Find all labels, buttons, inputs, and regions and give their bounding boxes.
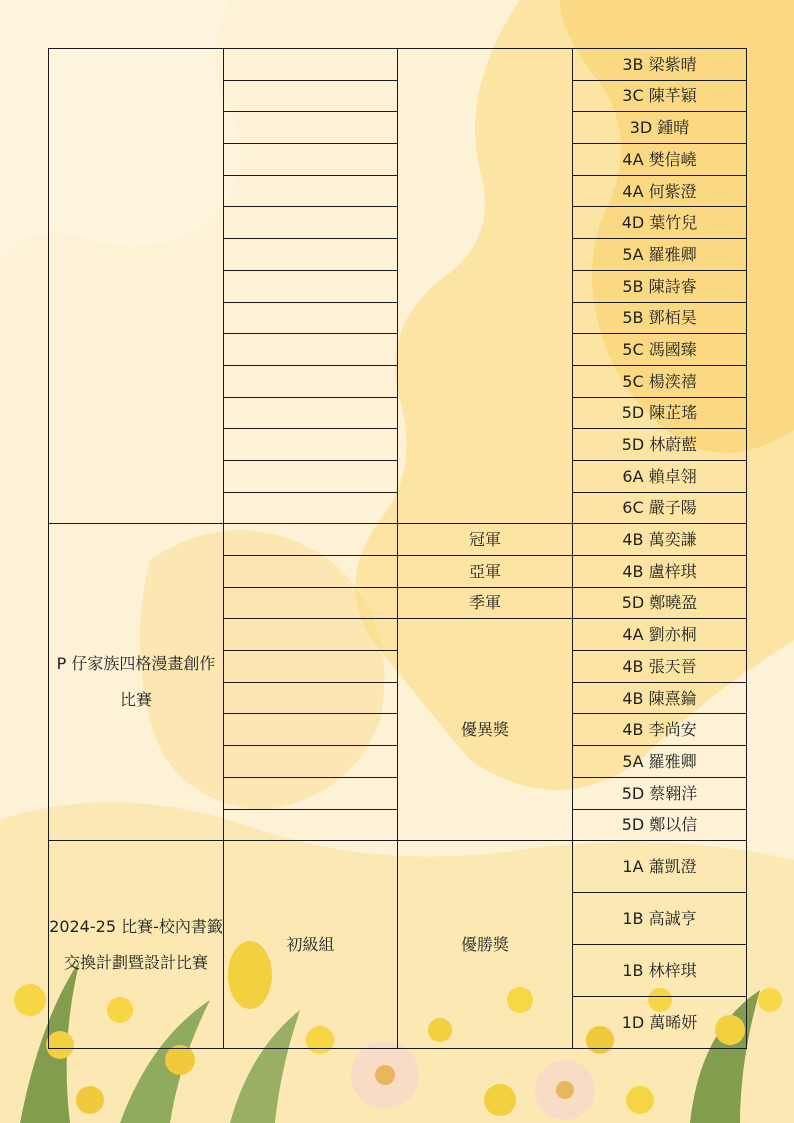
student-name: 4B 盧梓琪: [573, 556, 747, 588]
student-name: 4A 樊信嶢: [573, 144, 747, 176]
student-name: 5C 楊湙禧: [573, 365, 747, 397]
group-cell: [224, 651, 398, 683]
group-cell: [224, 80, 398, 112]
student-name: 4B 陳熹錀: [573, 682, 747, 714]
table-row: [49, 841, 747, 893]
group-cell: [224, 397, 398, 429]
student-name: 6C 嚴子陽: [573, 492, 747, 524]
group-cell: [224, 714, 398, 746]
event-cell: [49, 49, 224, 524]
student-name: 1A 蕭凱澄: [573, 841, 747, 893]
student-name: 4A 何紫澄: [573, 175, 747, 207]
table-row: [49, 524, 747, 556]
award-cell: [398, 49, 573, 524]
group-cell: [224, 429, 398, 461]
award-cell: 優勝獎: [398, 841, 573, 1049]
group-cell: [224, 619, 398, 651]
award-cell: 季軍: [398, 587, 573, 619]
student-name: 1B 高誠亨: [573, 893, 747, 945]
student-name: 3B 梁紫晴: [573, 49, 747, 81]
student-name: 5B 鄧栢昊: [573, 302, 747, 334]
student-name: 3D 鍾晴: [573, 112, 747, 144]
group-cell: [224, 746, 398, 778]
student-name: 6A 賴卓翎: [573, 460, 747, 492]
group-cell: [224, 365, 398, 397]
student-name: 5D 鄭以信: [573, 809, 747, 841]
student-name: 1B 林梓琪: [573, 945, 747, 997]
group-cell: [224, 49, 398, 81]
award-cell: 亞軍: [398, 556, 573, 588]
award-cell: 優異獎: [398, 619, 573, 841]
student-name: 5D 林蔚藍: [573, 429, 747, 461]
student-name: 5D 蔡翱洋: [573, 777, 747, 809]
group-cell: [224, 239, 398, 271]
group-cell: [224, 270, 398, 302]
group-cell: [224, 460, 398, 492]
student-name: 5D 鄭曉盈: [573, 587, 747, 619]
group-cell: [224, 682, 398, 714]
student-name: 3C 陳芊穎: [573, 80, 747, 112]
awards-table: [48, 48, 747, 1049]
student-name: 4B 張天晉: [573, 651, 747, 683]
student-name: 5C 馮國臻: [573, 334, 747, 366]
student-name: 5A 羅雅卿: [573, 746, 747, 778]
group-cell: [224, 524, 398, 556]
award-cell: 冠軍: [398, 524, 573, 556]
student-name: 5D 陳芷瑤: [573, 397, 747, 429]
student-name: 4B 萬奕謙: [573, 524, 747, 556]
student-name: 4B 李尚安: [573, 714, 747, 746]
group-cell: [224, 587, 398, 619]
student-name: 4A 劉亦桐: [573, 619, 747, 651]
event-cell: P 仔家族四格漫畫創作比賽: [49, 524, 224, 841]
group-cell: [224, 809, 398, 841]
group-cell: [224, 334, 398, 366]
group-cell: [224, 777, 398, 809]
group-cell: [224, 492, 398, 524]
table-row: [49, 49, 747, 81]
group-cell: 初級組: [224, 841, 398, 1049]
group-cell: [224, 144, 398, 176]
group-cell: [224, 112, 398, 144]
student-name: 4D 葉竹兒: [573, 207, 747, 239]
group-cell: [224, 207, 398, 239]
group-cell: [224, 302, 398, 334]
group-cell: [224, 556, 398, 588]
event-cell: 2024-25 比賽-校內書籤交換計劃暨設計比賽: [49, 841, 224, 1049]
student-name: 1D 萬晞妍: [573, 997, 747, 1049]
student-name: 5B 陳詩睿: [573, 270, 747, 302]
student-name: 5A 羅雅卿: [573, 239, 747, 271]
group-cell: [224, 175, 398, 207]
